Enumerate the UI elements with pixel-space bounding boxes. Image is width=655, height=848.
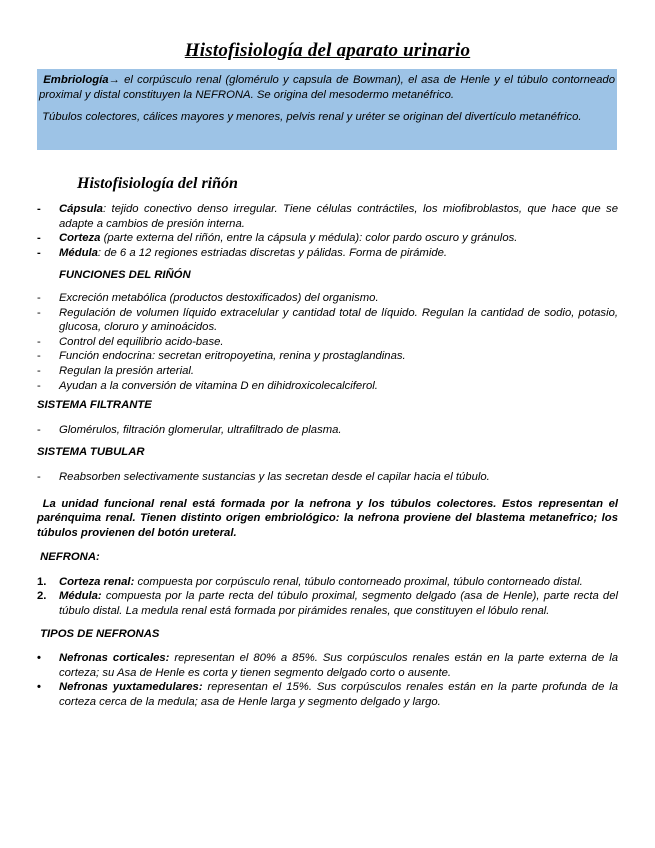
list-number: 2.	[37, 590, 47, 603]
main-content	[37, 202, 618, 710]
sistema-tubular-heading: SISTEMA TUBULAR	[37, 446, 145, 459]
paragraph-text: La unidad funcional renal está formada por la nefrona y los túbulos colectores. Estos representan el parénquima renal. Tienen distinto origen embriológico: la nefrona proviene del blastema metanefrico; los túbulos provienen del botón ureteral.	[37, 497, 618, 539]
numbered-item	[37, 575, 618, 590]
tubulos-text: Túbulos colectores, cálices mayores y menores, pelvis renal y uréter se originan del divertículo metanéfrico.	[42, 111, 582, 123]
item-text: Función endocrina: secretan eritropoyetina, renina y prostaglandinas.	[59, 350, 406, 363]
item-text: Control del equilibrio acido-base.	[59, 335, 224, 348]
item-label: Médula	[59, 246, 98, 259]
item-text: Excreción metabólica (productos destoxificados) del organismo.	[59, 291, 379, 304]
item-text: compuesta por la parte recta del túbulo proximal, segmento delgado (asa de Henle), parte recta del túbulo distal. La medula renal está formada por pirámides renales, que constituyen el lóbulo renal.	[59, 590, 618, 618]
bullet-dot-icon: •	[37, 681, 41, 694]
funciones-heading: FUNCIONES DEL RIÑÓN	[59, 269, 191, 282]
bullet-dash: -	[37, 364, 41, 377]
item-text: (parte externa del riñón, entre la cápsula y médula): color pardo oscuro y gránulos.	[100, 232, 518, 245]
bullet-dash: -	[37, 379, 41, 392]
list-item	[37, 379, 618, 394]
item-text: representan el 15%. Sus corpúsculos renales están en la parte profunda de la corteza cerca de la medula; asa de Henle larga y segmento delgado y largo.	[59, 681, 618, 709]
item-text: representan el 80% a 85%. Sus corpúsculos renales están en la parte externa de la corteza; su Asa de Henle es corta y tienen segmento delgado corto o ausente.	[59, 652, 618, 679]
anatomy-item	[37, 246, 618, 261]
item-label: Cápsula	[59, 203, 103, 215]
section-title: Histofisiología del riñón	[77, 175, 238, 192]
heading-text: TIPOS DE NEFRONAS	[40, 627, 160, 640]
bullet-dash: -	[37, 291, 41, 304]
item-text: compuesta por corpúsculo renal, túbulo contorneado proximal, túbulo contorneado distal.	[134, 575, 583, 588]
item-label: Corteza renal:	[59, 575, 135, 588]
item-label: Médula:	[59, 590, 102, 603]
list-item	[37, 306, 618, 335]
list-item	[37, 364, 618, 379]
bullet-dash: -	[37, 203, 41, 215]
list-item	[37, 349, 618, 364]
numbered-item	[37, 589, 618, 618]
embriologia-text: el corpúsculo renal (glomérulo y capsula de Bowman), el asa de Henle y el túbulo contorneado proximal y distal constituyen la NEFRONA. Se origina del mesodermo metanéfrico.	[39, 74, 615, 101]
anatomy-item	[37, 231, 618, 246]
bullet-dash: -	[37, 470, 41, 483]
item-text: : tejido conectivo denso irregular. Tiene células contráctiles, los miofibroblastos, que hace que se adapte a cambios de presión interna.	[59, 203, 618, 230]
embriologia-paragraph	[39, 73, 615, 102]
item-text: Reabsorben selectivamente sustancias y las secretan desde el capilar hacia el túbulo.	[59, 470, 490, 483]
bullet-dash: -	[37, 423, 41, 436]
nefrona-heading	[37, 550, 618, 565]
item-text: Ayudan a la conversión de vitamina D en dihidroxicolecalciferol.	[59, 379, 378, 392]
bullet-item	[37, 651, 618, 680]
item-label: Nefronas corticales:	[59, 652, 170, 665]
list-item	[37, 470, 618, 485]
unidad-funcional-paragraph	[37, 497, 618, 541]
bullet-dash: -	[37, 232, 41, 245]
bullet-dash: -	[37, 335, 41, 348]
bullet-dash: -	[37, 306, 41, 319]
tubulos-paragraph	[39, 110, 615, 125]
page-title: Histofisiología del aparato urinario	[184, 40, 471, 61]
item-text: Regulan la presión arterial.	[59, 364, 195, 377]
list-item	[37, 335, 618, 350]
bullet-dot-icon: •	[37, 652, 41, 665]
bullet-dash: -	[37, 246, 41, 259]
tipos-nefronas-heading	[37, 627, 618, 642]
item-label: Nefronas yuxtamedulares:	[59, 681, 203, 694]
sistema-filtrante-heading: SISTEMA FILTRANTE	[37, 399, 152, 412]
list-number: 1.	[37, 575, 47, 588]
arrow-icon: →	[108, 74, 120, 86]
item-label: Corteza	[59, 232, 101, 245]
item-text: Regulación de volumen líquido extracelular y cantidad total de líquido. Regulan la cantidad de sodio, potasio, glucosa, cloruro y aminoácidos.	[59, 306, 618, 334]
list-item	[37, 291, 618, 306]
anatomy-item	[37, 202, 618, 231]
item-text: : de 6 a 12 regiones estriadas discretas y pálidas. Forma de pirámide.	[97, 246, 448, 259]
heading-text: NEFRONA:	[40, 551, 100, 564]
bullet-item	[37, 680, 618, 709]
bullet-dash: -	[37, 350, 41, 363]
list-item	[37, 423, 618, 438]
embriologia-box	[37, 69, 617, 150]
embriologia-label: Embriología	[43, 74, 109, 86]
item-text: Glomérulos, filtración glomerular, ultrafiltrado de plasma.	[59, 423, 342, 436]
